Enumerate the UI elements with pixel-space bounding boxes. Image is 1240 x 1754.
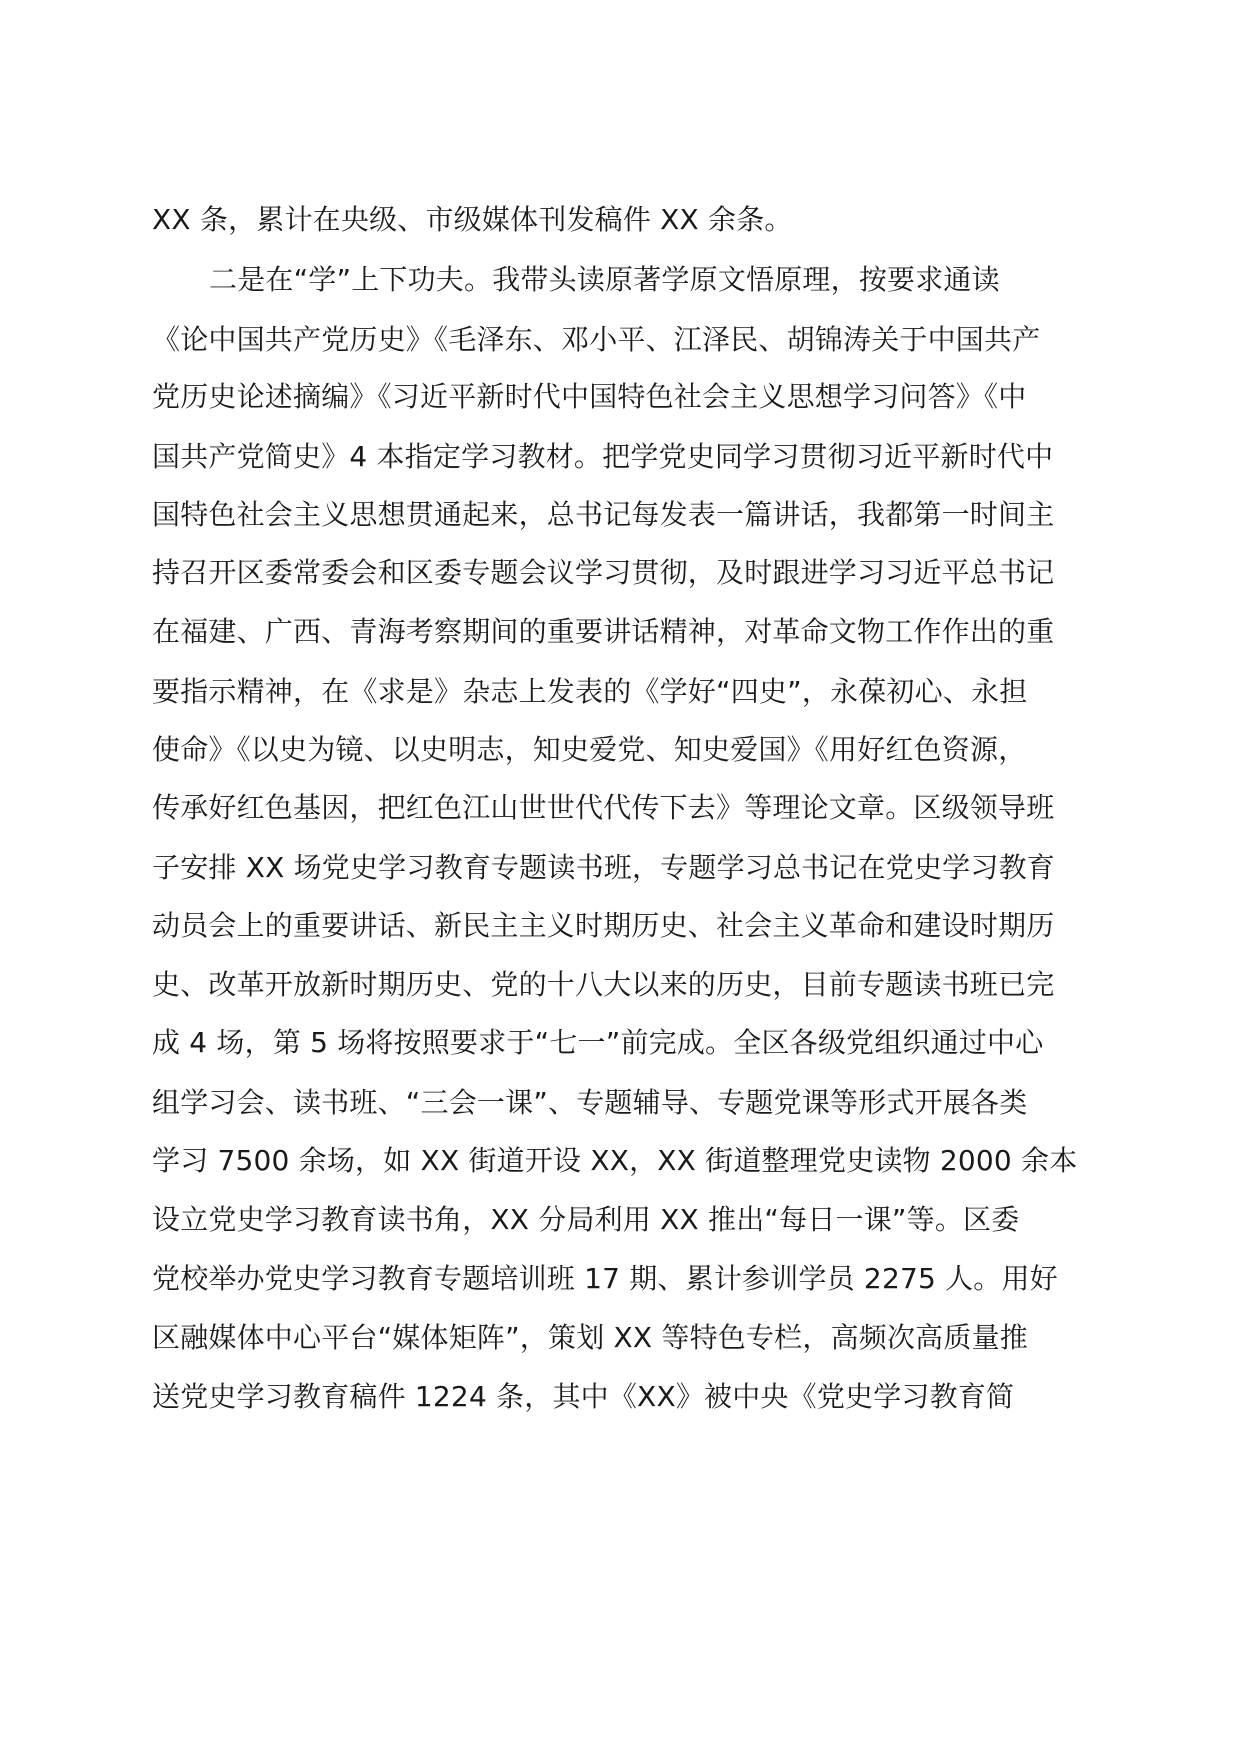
text-line: 送党史学习教育稿件 1224 条，其中《XX》被中央《党史学习教育简 (152, 1380, 1015, 1413)
text-line: 史、改革开放新时期历史、党的十八大以来的历史，目前专题读书班已完 (152, 968, 1055, 1001)
text-line: 国共产党简史》4 本指定学习教材。把学党史同学习贯彻习近平新时代中 (152, 440, 1054, 473)
text-line: 党校举办党史学习教育专题培训班 17 期、累计参训学员 2275 人。用好 (152, 1262, 1058, 1295)
text-line: 学习 7500 余场，如 XX 街道开设 XX，XX 街道整理党史读物 2000 余本 (152, 1144, 1078, 1177)
text-line: 国特色社会主义思想贯通起来，总书记每发表一篇讲话，我都第一时间主 (152, 498, 1055, 531)
text-line: 动员会上的重要讲话、新民主主义时期历史、社会主义革命和建设时期历 (152, 909, 1055, 942)
text-line: 子安排 XX 场党史学习教育专题读书班，专题学习总书记在党史学习教育 (152, 851, 1055, 884)
text-line: 持召开区委常委会和区委专题会议学习贯彻，及时跟进学习习近平总书记 (152, 556, 1055, 589)
paragraph-first-line: 二是在“学”上下功夫。我带头读原著学原文悟原理，按要求通读 (209, 263, 1000, 296)
text-line: 传承好红色基因，把红色江山世世代代传下去》等理论文章。区级领导班 (152, 791, 1055, 824)
text-line: XX 条，累计在央级、市级媒体刊发稿件 XX 余条。 (152, 203, 793, 236)
text-line: 使命》《以史为镜、以史明志，知史爱党、知史爱国》《用好红色资源， (152, 733, 1027, 766)
text-line: 《论中国共产党历史》《毛泽东、邓小平、江泽民、胡锦涛关于中国共产 (152, 323, 1041, 356)
text-line: 在福建、广西、青海考察期间的重要讲话精神，对革命文物工作作出的重 (152, 615, 1055, 648)
text-line: 组学习会、读书班、“三会一课”、专题辅导、专题党课等形式开展各类 (152, 1086, 1028, 1119)
text-line: 区融媒体中心平台“媒体矩阵”，策划 XX 等特色专栏，高频次高质量推 (152, 1321, 1028, 1354)
text-line: 要指示精神，在《求是》杂志上发表的《学好“四史”，永葆初心、永担 (152, 675, 1028, 708)
text-line: 成 4 场，第 5 场将按照要求于“七一”前完成。全区各级党组织通过中心 (152, 1026, 1044, 1059)
text-line: 党历史论述摘编》《习近平新时代中国特色社会主义思想学习问答》《中 (152, 380, 1027, 413)
text-line: 设立党史学习教育读书角，XX 分局利用 XX 推出“每日一课”等。区委 (152, 1203, 1020, 1236)
